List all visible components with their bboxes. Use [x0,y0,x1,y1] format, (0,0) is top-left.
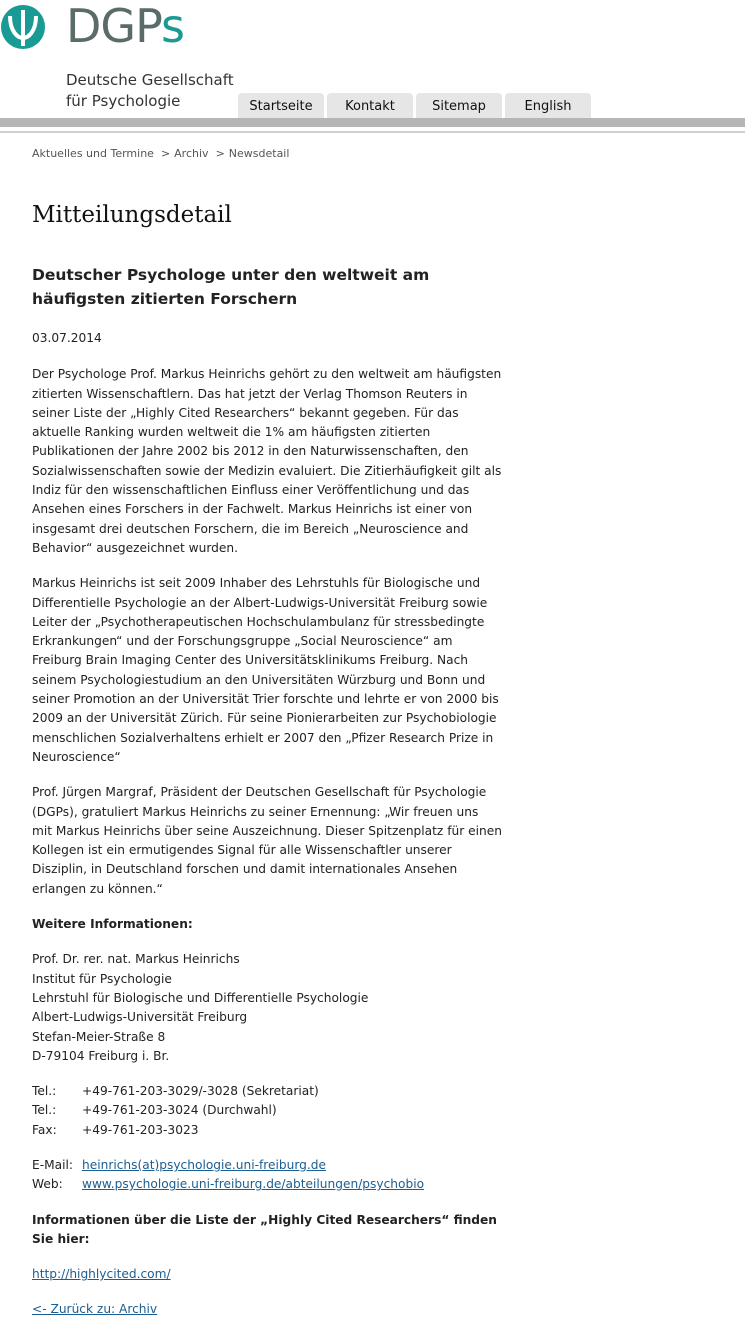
more-info-heading: Weitere Informationen: [32,917,193,932]
breadcrumb-item-aktuelles[interactable]: Aktuelles und Termine [32,147,154,160]
back-link-row [32,1300,502,1319]
address-line: Prof. Dr. rer. nat. Markus Heinrichs [32,952,240,967]
breadcrumb-separator: > [215,147,225,160]
back-to-archive-link[interactable]: <- Zurück zu: Archiv [32,1302,158,1317]
contact-address [32,950,502,1066]
web-row [32,1175,502,1194]
article-paragraph: Der Psychologe Prof. Markus Heinrichs gehört zu den weltweit am häufigsten zitierten Wissenschaftlern. Das hat jetzt der Verlag Thomson Reuters in seiner Liste der „Highly Cited Researchers“ bekannt gegeben. Für das aktuelle Ranking wurden weltweit die 1% am häufigsten zitierten Publikationen der Jahre 2002 bis 2012 in den Naturwissenschaften, den Sozialwissenschaften sowie der Medizin evaluiert. Die Zitierhäufigkeit gilt als Indiz für den wissenschaftlichen Einfluss einer Veröffentlichung und das Ansehen eines Forschers in der Fachwelt. Markus Heinrichs ist einer von insgesamt drei deutschen Forschern, die im Bereich „Neuroscience and Behavior“ ausgezeichnet wurden. [32,367,502,555]
article-content [32,263,502,1320]
address-line: Institut für Psychologie [32,971,172,986]
fax-row [32,1121,502,1140]
address-line: Lehrstuhl für Biologische und Differentielle Psychologie [32,990,369,1005]
contact-online [32,1156,502,1195]
breadcrumb [32,147,292,160]
address-line: D-79104 Freiburg i. Br. [32,1048,170,1063]
tab-english[interactable]: English [505,93,591,118]
breadcrumb-item-newsdetail: Newsdetail [228,147,290,160]
tab-sitemap[interactable]: Sitemap [416,93,502,118]
email-link[interactable]: heinrichs(at)psychologie.uni-freiburg.de [82,1157,327,1172]
phone-value: +49-761-203-3024 (Durchwahl) [82,1103,277,1118]
org-name-line2: für Psychologie [66,92,181,110]
email-label: E-Mail: [32,1157,73,1172]
phone-label: Tel.: [32,1084,57,1099]
article-paragraph: Markus Heinrichs ist seit 2009 Inhaber des Lehrstuhls für Biologische und Differentielle Psychologie an der Albert-Ludwigs-Universität Freiburg sowie Leiter der „Psychotherapeutischen Hochschulambulanz für stressbedingte Erkrankungen“ und der Forschungsgruppe „Social Neuroscience“ am Freiburg Brain Imaging Center des Universitätsklinikums Freiburg. Nach seinem Psychologiestudium an den Universitäten Würzburg und Bonn und seiner Promotion an der Universität Trier forschte und lehrte er von 2000 bis 2009 an der Universität Zürich. Für seine Pionierarbeiten zur Psychobiologie menschlichen Sozialverhaltens erhielt er 2007 den „Pfizer Research Prize in Neuroscience“ [32,576,499,764]
article-headline: Deutscher Psychologe unter den weltweit am häufigsten zitierten Forschern [32,266,430,308]
web-label: Web: [32,1177,63,1192]
address-line: Stefan-Meier-Straße 8 [32,1029,166,1044]
phone-row [32,1082,502,1101]
phone-label: Tel.: [32,1103,57,1118]
organization-name [66,70,234,112]
dgps-logo-icon[interactable] [0,4,50,50]
web-link[interactable]: www.psychologie.uni-freiburg.de/abteilungen/psychobio [82,1177,425,1192]
main-nav-tabs [238,93,591,118]
phone-value: +49-761-203-3029/-3028 (Sekretariat) [82,1084,319,1099]
list-info-text: Informationen über die Liste der „Highly Cited Researchers“ finden Sie hier: [32,1212,497,1246]
article-paragraph: Prof. Jürgen Margraf, Präsident der Deutschen Gesellschaft für Psychologie (DGPs), gratuliert Markus Heinrichs zu seiner Ernennung: „Wir freuen uns mit Markus Heinrichs über seine Auszeichnung. Dieser Spitzenplatz für einen Kollegen ist ein ermutigendes Signal für alle Wissenschaftler unserer Disziplin, in Deutschland forschen und damit internationales Ansehen erlangen zu können.“ [32,785,502,896]
tab-kontakt[interactable]: Kontakt [327,93,413,118]
breadcrumb-separator: > [160,147,171,160]
logo-wordmark[interactable]: DGPs [66,0,184,53]
breadcrumb-item-archiv[interactable]: Archiv [174,147,209,160]
tab-startseite[interactable]: Startseite [238,93,324,118]
contact-phones [32,1082,502,1140]
header-divider-bar [0,118,745,127]
phone-row [32,1101,502,1120]
email-row [32,1156,502,1175]
fax-label: Fax: [32,1122,57,1137]
page-title: Mitteilungsdetail [32,202,232,228]
header-divider-line [0,131,745,133]
org-name-line1: Deutsche Gesellschaft [66,71,234,89]
highlycited-link[interactable]: http://highlycited.com/ [32,1267,171,1282]
address-line: Albert-Ludwigs-Universität Freiburg [32,1010,248,1025]
fax-value: +49-761-203-3023 [82,1122,199,1137]
article-date: 03.07.2014 [32,331,102,345]
list-link-row [32,1265,502,1284]
